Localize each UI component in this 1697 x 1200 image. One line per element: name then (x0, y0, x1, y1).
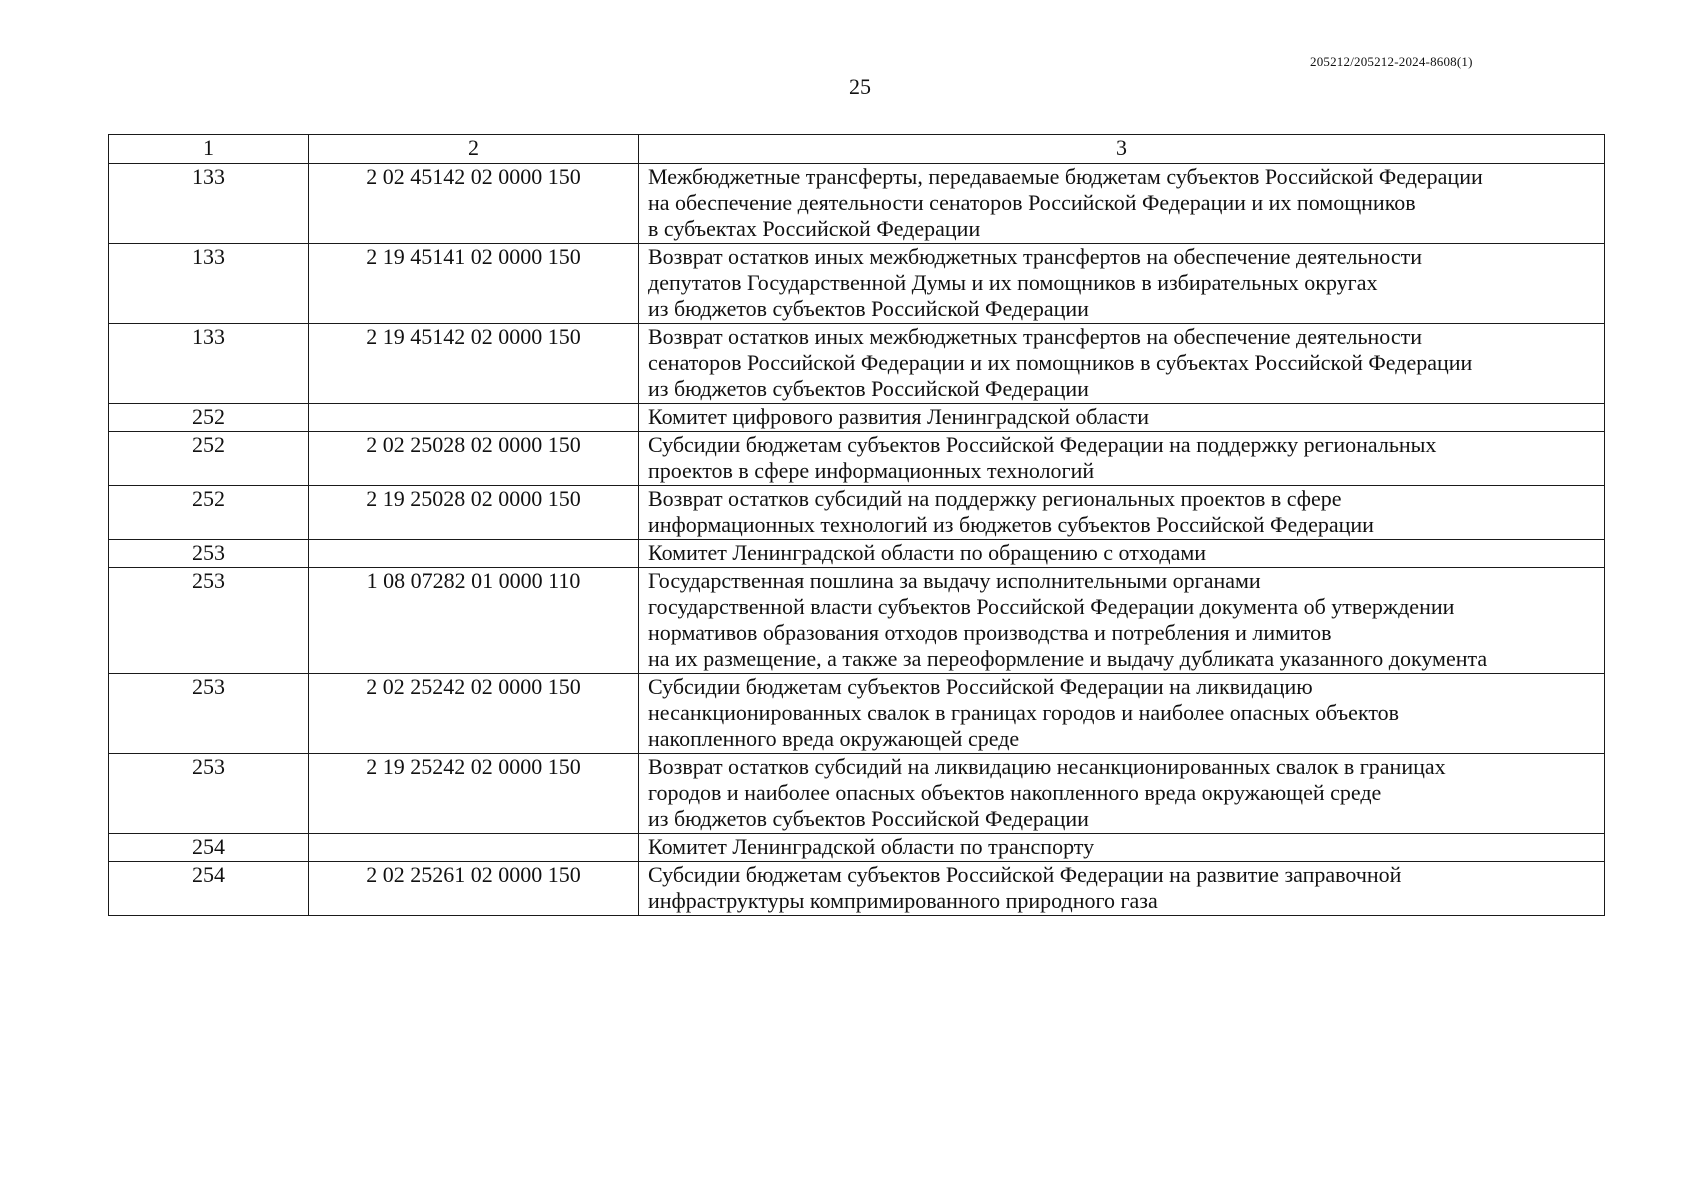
description-line: Комитет цифрового развития Ленинградской области (648, 404, 1149, 429)
description-cell (639, 164, 1605, 244)
description-line: государственной власти субъектов Российской Федерации документа об утверждении (648, 594, 1455, 619)
description-cell (639, 834, 1605, 862)
description-line: нормативов образования отходов производства и потребления и лимитов (648, 620, 1332, 645)
description-line: информационных технологий из бюджетов субъектов Российской Федерации (648, 512, 1374, 537)
description-line: Возврат остатков субсидий на ликвидацию несанкционированных свалок в границах (648, 754, 1446, 779)
description-line: Государственная пошлина за выдачу исполнительными органами (648, 568, 1261, 593)
revenue-code-cell: 2 02 25028 02 0000 150 (309, 432, 639, 486)
description-cell (639, 244, 1605, 324)
document-id: 205212/205212-2024-8608(1) (1310, 54, 1473, 69)
description-cell (639, 862, 1605, 916)
description-line: в субъектах Российской Федерации (648, 216, 981, 241)
revenue-code-cell: 2 02 25261 02 0000 150 (309, 862, 639, 916)
table-row (109, 834, 1605, 862)
description-cell (639, 486, 1605, 540)
table-body (109, 164, 1605, 916)
revenue-code-cell: 2 19 25242 02 0000 150 (309, 754, 639, 834)
description-line: из бюджетов субъектов Российской Федерации (648, 806, 1089, 831)
admin-code-cell: 133 (109, 324, 309, 404)
admin-code-cell: 252 (109, 432, 309, 486)
description-cell (639, 432, 1605, 486)
description-line: из бюджетов субъектов Российской Федерации (648, 296, 1089, 321)
admin-code-cell: 253 (109, 568, 309, 674)
description-line: проектов в сфере информационных технологий (648, 458, 1095, 483)
column-header-2: 2 (309, 135, 639, 164)
table-row (109, 862, 1605, 916)
description-line: Комитет Ленинградской области по обращению с отходами (648, 540, 1207, 565)
revenue-code-cell: 2 19 45141 02 0000 150 (309, 244, 639, 324)
description-cell (639, 540, 1605, 568)
revenue-code-cell: 2 02 45142 02 0000 150 (309, 164, 639, 244)
table-row (109, 674, 1605, 754)
description-line: Субсидии бюджетам субъектов Российской Федерации на развитие заправочной (648, 862, 1402, 887)
admin-code-cell: 133 (109, 244, 309, 324)
description-cell (639, 674, 1605, 754)
revenue-code-cell: 2 19 45142 02 0000 150 (309, 324, 639, 404)
page-number: 25 (849, 74, 871, 99)
revenue-code-cell: 2 02 25242 02 0000 150 (309, 674, 639, 754)
description-line: на их размещение, а также за переоформление и выдачу дубликата указанного документа (648, 646, 1488, 671)
table-row (109, 324, 1605, 404)
description-line: из бюджетов субъектов Российской Федерации (648, 376, 1089, 401)
table-row (109, 164, 1605, 244)
admin-code-cell: 254 (109, 862, 309, 916)
description-line: депутатов Государственной Думы и их помощников в избирательных округах (648, 270, 1378, 295)
table-row (109, 432, 1605, 486)
description-line: Межбюджетные трансферты, передаваемые бюджетам субъектов Российской Федерации (648, 164, 1483, 189)
admin-code-cell: 133 (109, 164, 309, 244)
table-header-row (109, 135, 1605, 164)
column-header-3: 3 (639, 135, 1605, 164)
description-line: сенаторов Российской Федерации и их помощников в субъектах Российской Федерации (648, 350, 1473, 375)
admin-code-cell: 252 (109, 404, 309, 432)
description-line: Субсидии бюджетам субъектов Российской Федерации на ликвидацию (648, 674, 1313, 699)
description-line: на обеспечение деятельности сенаторов Российской Федерации и их помощников (648, 190, 1416, 215)
revenue-code-cell (309, 540, 639, 568)
description-line: Возврат остатков иных межбюджетных трансфертов на обеспечение деятельности (648, 324, 1422, 349)
description-line: Возврат остатков иных межбюджетных трансфертов на обеспечение деятельности (648, 244, 1422, 269)
table-row (109, 404, 1605, 432)
description-cell (639, 754, 1605, 834)
table-row (109, 486, 1605, 540)
description-line: Комитет Ленинградской области по транспорту (648, 834, 1095, 859)
description-line: Субсидии бюджетам субъектов Российской Федерации на поддержку региональных (648, 432, 1437, 457)
column-header-1: 1 (109, 135, 309, 164)
admin-code-cell: 253 (109, 754, 309, 834)
description-line: Возврат остатков субсидий на поддержку региональных проектов в сфере (648, 486, 1342, 511)
admin-code-cell: 253 (109, 674, 309, 754)
admin-code-cell: 253 (109, 540, 309, 568)
description-cell (639, 324, 1605, 404)
table-row (109, 540, 1605, 568)
revenue-code-cell (309, 834, 639, 862)
revenue-codes-table (108, 134, 1605, 916)
table-row (109, 568, 1605, 674)
description-line: инфраструктуры компримированного природного газа (648, 888, 1158, 913)
description-cell (639, 404, 1605, 432)
revenue-code-cell (309, 404, 639, 432)
description-line: накопленного вреда окружающей среде (648, 726, 1020, 751)
description-line: несанкционированных свалок в границах городов и наиболее опасных объектов (648, 700, 1400, 725)
revenue-code-cell: 1 08 07282 01 0000 110 (309, 568, 639, 674)
table-row (109, 244, 1605, 324)
description-cell (639, 568, 1605, 674)
revenue-code-cell: 2 19 25028 02 0000 150 (309, 486, 639, 540)
admin-code-cell: 252 (109, 486, 309, 540)
description-line: городов и наиболее опасных объектов накопленного вреда окружающей среде (648, 780, 1382, 805)
admin-code-cell: 254 (109, 834, 309, 862)
table-row (109, 754, 1605, 834)
